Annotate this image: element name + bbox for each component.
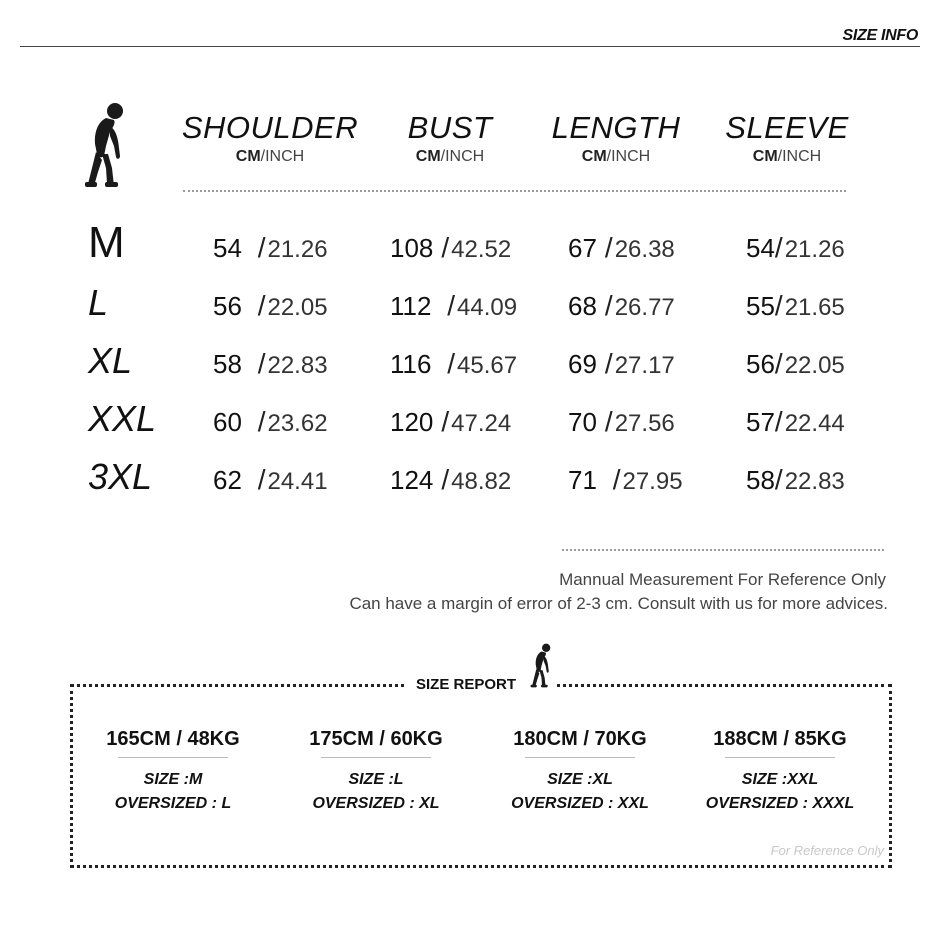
- unit-inch: /INCH: [260, 148, 305, 165]
- value-inch: 22.83: [267, 352, 328, 379]
- separator: /: [439, 290, 456, 321]
- oversized-size: OVERSIZED : XXL: [511, 795, 649, 812]
- error-margin-note: Can have a margin of error of 2-3 cm. Consult with us for more advices.: [349, 594, 888, 613]
- size-report-entry: [73, 728, 273, 816]
- bust-cell: [390, 406, 511, 438]
- recommended-size: SIZE :M: [143, 771, 203, 788]
- separator: /: [249, 290, 266, 321]
- length-cell: [568, 290, 675, 322]
- entry-divider: [525, 757, 635, 758]
- bust-cell: [390, 290, 517, 322]
- separator: /: [604, 464, 621, 495]
- sleeve-cell: [746, 464, 845, 496]
- value-inch: 22.05: [267, 294, 328, 321]
- header-divider: [20, 46, 920, 47]
- sleeve-cell: [746, 290, 845, 322]
- separator: /: [441, 406, 450, 437]
- size-report-title: SIZE REPORT: [416, 676, 517, 693]
- separator: /: [604, 348, 613, 379]
- value-cm: 124: [390, 465, 434, 495]
- column-title: LENGTH: [551, 110, 681, 145]
- unit-cm: CM: [752, 148, 778, 165]
- sleeve-cell: [746, 406, 845, 438]
- value-cm: 58: [746, 465, 775, 495]
- separator: /: [249, 406, 266, 437]
- shoulder-cell: [213, 348, 328, 380]
- separator: /: [441, 464, 450, 495]
- column-title: SHOULDER: [181, 110, 359, 145]
- value-cm: 112: [390, 291, 432, 321]
- value-cm: 58: [213, 349, 242, 379]
- column-header-length: [521, 110, 711, 166]
- value-inch: 21.26: [267, 236, 328, 263]
- bust-cell: [390, 464, 511, 496]
- value-inch: 21.65: [784, 294, 845, 321]
- column-header-bust: [355, 110, 545, 166]
- height-weight: 165CM / 48KG: [106, 728, 240, 750]
- unit-cm: CM: [415, 148, 441, 165]
- value-cm: 68: [568, 291, 597, 321]
- unit-cm: CM: [581, 148, 607, 165]
- column-title: BUST: [407, 110, 493, 145]
- shoulder-cell: [213, 290, 328, 322]
- reference-watermark: For Reference Only: [770, 843, 884, 858]
- height-weight: 175CM / 60KG: [309, 728, 443, 750]
- human-silhouette-small-icon: [529, 642, 555, 690]
- value-inch: 26.77: [614, 294, 675, 321]
- table-row-l: [0, 282, 950, 338]
- value-inch: 23.62: [267, 410, 328, 437]
- value-cm: 56: [213, 291, 242, 321]
- value-cm: 70: [568, 407, 597, 437]
- shoulder-cell: [213, 464, 328, 496]
- unit-cm: CM: [235, 148, 261, 165]
- size-label: XL: [88, 340, 133, 381]
- oversized-size: OVERSIZED : L: [114, 795, 232, 812]
- value-cm: 108: [390, 233, 434, 263]
- table-row-xxl: [0, 398, 950, 454]
- column-title: SLEEVE: [725, 110, 849, 145]
- value-cm: 71: [568, 465, 597, 495]
- sleeve-cell: [746, 232, 845, 264]
- value-inch: 22.05: [784, 352, 845, 379]
- size-label: 3XL: [88, 456, 153, 497]
- value-cm: 54: [213, 233, 242, 263]
- value-inch: 45.67: [457, 352, 518, 379]
- length-cell: [568, 464, 683, 496]
- separator: /: [774, 290, 783, 321]
- separator: /: [441, 232, 450, 263]
- notes-dotted-divider: [562, 549, 884, 551]
- separator: /: [604, 406, 613, 437]
- value-cm: 54: [746, 233, 775, 263]
- length-cell: [568, 406, 675, 438]
- header-dotted-divider: [183, 190, 846, 192]
- value-cm: 55: [746, 291, 775, 321]
- entry-divider: [725, 757, 835, 758]
- value-inch: 24.41: [267, 468, 328, 495]
- sleeve-cell: [746, 348, 845, 380]
- entry-divider: [118, 757, 228, 758]
- recommended-size: SIZE :L: [348, 771, 404, 788]
- table-row-m: [0, 218, 950, 280]
- value-inch: 26.38: [614, 236, 675, 263]
- column-unit: [692, 148, 882, 166]
- value-inch: 42.52: [451, 236, 512, 263]
- separator: /: [249, 232, 266, 263]
- column-unit: [521, 148, 711, 166]
- oversized-size: OVERSIZED : XXXL: [705, 795, 855, 812]
- page-title: SIZE INFO: [842, 27, 918, 44]
- separator: /: [249, 464, 266, 495]
- value-cm: 60: [213, 407, 242, 437]
- separator: /: [604, 232, 613, 263]
- value-inch: 21.26: [784, 236, 845, 263]
- height-weight: 180CM / 70KG: [513, 728, 647, 750]
- column-header-sleeve: [692, 110, 882, 166]
- length-cell: [568, 232, 675, 264]
- value-inch: 27.17: [614, 352, 675, 379]
- separator: /: [249, 348, 266, 379]
- recommended-size: SIZE :XL: [547, 771, 613, 788]
- size-label: M: [88, 218, 125, 267]
- value-inch: 44.09: [457, 294, 518, 321]
- length-cell: [568, 348, 675, 380]
- value-inch: 48.82: [451, 468, 512, 495]
- measurement-note: Mannual Measurement For Reference Only: [559, 570, 886, 589]
- value-cm: 56: [746, 349, 775, 379]
- column-unit: [355, 148, 545, 166]
- separator: /: [774, 406, 783, 437]
- separator: /: [604, 290, 613, 321]
- separator: /: [439, 348, 456, 379]
- size-label: XXL: [88, 398, 157, 439]
- value-cm: 116: [390, 349, 432, 379]
- unit-inch: /INCH: [606, 148, 651, 165]
- shoulder-cell: [213, 232, 328, 264]
- size-report-entry: [480, 728, 680, 816]
- bust-cell: [390, 348, 517, 380]
- value-inch: 22.44: [784, 410, 845, 437]
- value-cm: 69: [568, 349, 597, 379]
- entry-divider: [321, 757, 431, 758]
- shoulder-cell: [213, 406, 328, 438]
- separator: /: [774, 232, 783, 263]
- table-row-xl: [0, 340, 950, 396]
- size-label: L: [88, 282, 109, 323]
- value-cm: 57: [746, 407, 775, 437]
- oversized-size: OVERSIZED : XL: [312, 795, 440, 812]
- column-unit: [175, 148, 365, 166]
- size-report-entry: [276, 728, 476, 816]
- value-cm: 62: [213, 465, 242, 495]
- separator: /: [774, 464, 783, 495]
- size-report-entry: [680, 728, 880, 816]
- recommended-size: SIZE :XXL: [741, 771, 819, 788]
- value-inch: 47.24: [451, 410, 512, 437]
- unit-inch: /INCH: [777, 148, 822, 165]
- unit-inch: /INCH: [440, 148, 485, 165]
- column-header-shoulder: [175, 110, 365, 166]
- human-silhouette-icon: [82, 102, 132, 190]
- table-row-3xl: [0, 456, 950, 512]
- value-inch: 22.83: [784, 468, 845, 495]
- separator: /: [774, 348, 783, 379]
- value-cm: 67: [568, 233, 597, 263]
- value-inch: 27.56: [614, 410, 675, 437]
- height-weight: 188CM / 85KG: [713, 728, 847, 750]
- value-inch: 27.95: [622, 468, 683, 495]
- bust-cell: [390, 232, 511, 264]
- value-cm: 120: [390, 407, 434, 437]
